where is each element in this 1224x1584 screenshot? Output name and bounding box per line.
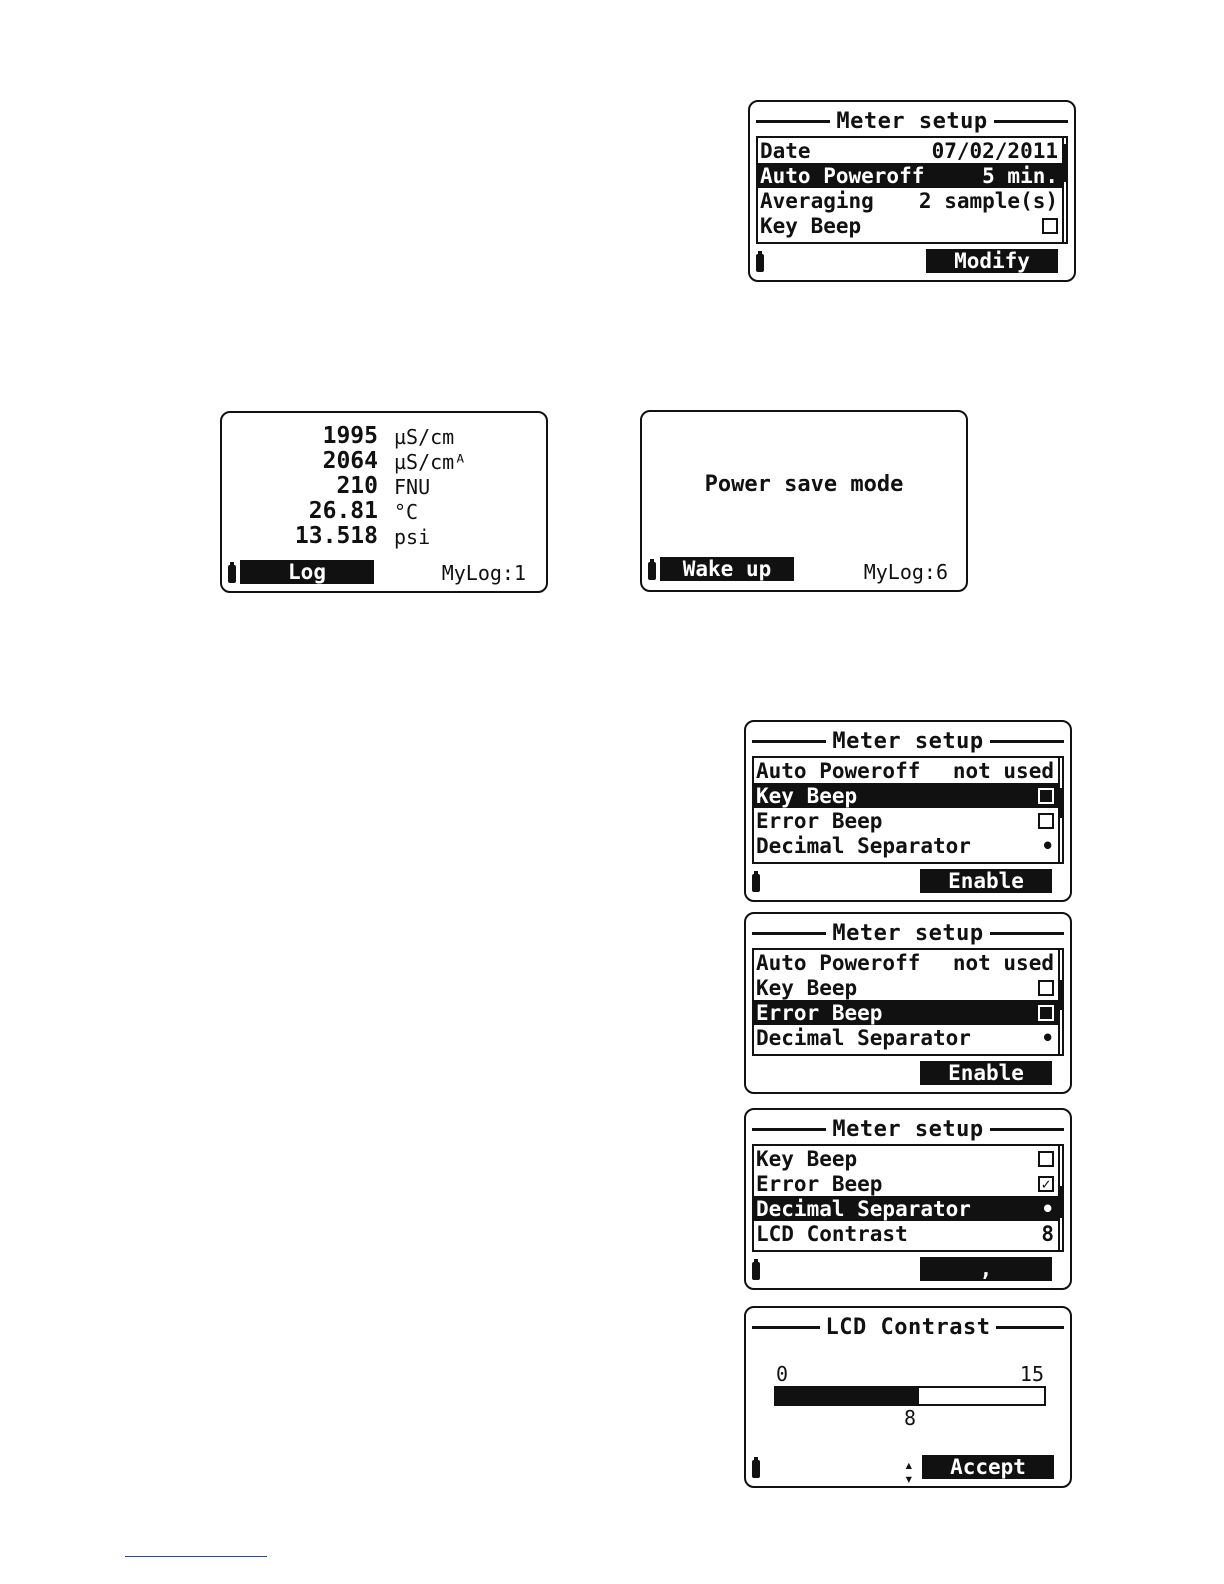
item-label: Key Beep: [756, 783, 858, 808]
measurement-unit: psi: [394, 525, 431, 549]
measurement-unit: FNU: [394, 475, 431, 499]
item-label: Decimal Separator: [756, 1196, 971, 1221]
measurement-row: [222, 523, 546, 548]
power-save-screen: [640, 410, 968, 592]
wake-up-button[interactable]: Wake up: [660, 557, 794, 581]
settings-menu: [752, 756, 1058, 864]
item-label: Auto Poweroff: [756, 950, 921, 975]
measurement-row: [222, 423, 546, 448]
measurement-value: 210: [336, 473, 378, 499]
comma-button[interactable]: ,: [920, 1257, 1052, 1281]
measurement-screen: [220, 411, 548, 593]
menu-item-decimal-separator[interactable]: [754, 1196, 1058, 1221]
item-label: Error Beep: [756, 1000, 883, 1025]
meter-setup-screen-4: [744, 1108, 1072, 1290]
item-value: 07/02/2011: [931, 138, 1058, 163]
checkmark-icon[interactable]: ✓: [1038, 1176, 1054, 1192]
accept-button[interactable]: Accept: [922, 1455, 1054, 1479]
settings-menu: [752, 948, 1058, 1056]
lcd-contrast-screen: [744, 1306, 1072, 1488]
menu-item-error-beep[interactable]: [754, 1171, 1058, 1196]
menu-item-error-beep[interactable]: [754, 1000, 1058, 1025]
scrollbar[interactable]: [1058, 756, 1064, 864]
menu-item-key-beep[interactable]: [758, 213, 1062, 238]
menu-item-auto-poweroff[interactable]: [758, 163, 1062, 188]
item-label: Date: [760, 138, 811, 163]
settings-menu: [756, 136, 1062, 244]
checkbox-icon[interactable]: [1038, 980, 1054, 996]
meter-setup-screen-2: [744, 720, 1072, 902]
screen-title: [752, 1116, 1064, 1142]
screen-title: [752, 728, 1064, 754]
log-button[interactable]: Log: [240, 560, 374, 584]
settings-menu: [752, 1144, 1058, 1252]
link-underline: [125, 1556, 267, 1557]
screen-title: [752, 1314, 1064, 1340]
title-text: Meter setup: [832, 920, 984, 946]
item-label: Key Beep: [756, 1146, 858, 1171]
measurement-unit: °C: [394, 500, 419, 524]
contrast-min-label: 0: [776, 1362, 789, 1386]
item-label: Key Beep: [756, 975, 858, 1000]
menu-item-key-beep[interactable]: [754, 783, 1058, 808]
battery-icon: [228, 565, 236, 583]
item-label: Auto Poweroff: [756, 758, 921, 783]
measurement-unit: µS/cm: [394, 425, 455, 449]
measurement-unit: µS/cmᴬ: [394, 450, 467, 474]
screen-title: [752, 920, 1064, 946]
contrast-bar-fill: [776, 1388, 919, 1404]
item-value: not used: [952, 758, 1054, 783]
battery-icon: [752, 1262, 760, 1280]
screen-title: [756, 108, 1068, 134]
checkbox-icon[interactable]: [1038, 813, 1054, 829]
title-text: Meter setup: [836, 108, 988, 134]
battery-icon: [752, 874, 760, 892]
power-save-message: Power save mode: [704, 472, 904, 497]
menu-item-date[interactable]: [758, 138, 1062, 163]
scrollbar[interactable]: [1058, 1144, 1064, 1252]
up-down-arrow-icon: ▴ ▾: [904, 1455, 914, 1488]
title-text: LCD Contrast: [825, 1314, 991, 1340]
item-label: Auto Poweroff: [760, 163, 925, 188]
meter-setup-screen-3: [744, 912, 1072, 1094]
scroll-thumb[interactable]: [1060, 788, 1062, 818]
scrollbar[interactable]: [1062, 136, 1068, 244]
battery-icon: [752, 1460, 760, 1478]
menu-item-auto-poweroff[interactable]: [754, 758, 1058, 783]
measurement-row: [222, 448, 546, 473]
item-label: Decimal Separator: [756, 833, 971, 858]
enable-button[interactable]: Enable: [920, 1061, 1052, 1085]
item-value: 2 sample(s): [918, 188, 1058, 213]
measurement-value: 26.81: [308, 498, 378, 524]
contrast-max-label: 15: [1019, 1362, 1044, 1386]
menu-item-error-beep[interactable]: [754, 808, 1058, 833]
item-value: •: [1041, 1025, 1054, 1050]
measurement-row: [222, 473, 546, 498]
item-label: Error Beep: [756, 808, 883, 833]
measurement-value: 1995: [322, 423, 378, 449]
checkbox-icon[interactable]: [1038, 1005, 1054, 1021]
item-value: 5 min.: [982, 163, 1058, 188]
scroll-thumb[interactable]: [1060, 980, 1062, 1010]
item-label: Key Beep: [760, 213, 862, 238]
contrast-value-label: 8: [904, 1406, 917, 1430]
checkbox-icon[interactable]: [1042, 218, 1058, 234]
menu-item-averaging[interactable]: [758, 188, 1062, 213]
menu-item-decimal-separator[interactable]: [754, 833, 1058, 858]
menu-item-lcd-contrast[interactable]: [754, 1221, 1058, 1246]
item-label: LCD Contrast: [756, 1221, 908, 1246]
item-label: Averaging: [760, 188, 874, 213]
item-value: •: [1041, 1196, 1054, 1221]
menu-item-key-beep[interactable]: [754, 1146, 1058, 1171]
item-value: 8: [1041, 1221, 1054, 1246]
measurement-value: 13.518: [294, 523, 378, 549]
log-counter: MyLog:1: [441, 561, 526, 585]
item-value: not used: [952, 950, 1054, 975]
menu-item-decimal-separator[interactable]: [754, 1025, 1058, 1050]
scroll-thumb[interactable]: [1064, 144, 1066, 182]
measurement-list: [222, 423, 546, 548]
battery-icon: [756, 254, 764, 272]
battery-icon: [648, 562, 656, 580]
menu-item-auto-poweroff[interactable]: [754, 950, 1058, 975]
measurement-row: [222, 498, 546, 523]
checkbox-icon[interactable]: [1038, 788, 1054, 804]
modify-button[interactable]: Modify: [926, 249, 1058, 273]
item-value: •: [1041, 833, 1054, 858]
title-text: Meter setup: [832, 1116, 984, 1142]
meter-setup-screen-1: [748, 100, 1076, 282]
item-label: Error Beep: [756, 1171, 883, 1196]
item-label: Decimal Separator: [756, 1025, 971, 1050]
scrollbar[interactable]: [1058, 948, 1064, 1056]
scroll-thumb[interactable]: [1060, 1186, 1062, 1218]
checkbox-icon[interactable]: [1038, 1151, 1054, 1167]
menu-item-key-beep[interactable]: [754, 975, 1058, 1000]
contrast-bar[interactable]: [774, 1386, 1046, 1406]
title-text: Meter setup: [832, 728, 984, 754]
enable-button[interactable]: Enable: [920, 869, 1052, 893]
log-counter: MyLog:6: [863, 560, 948, 584]
measurement-value: 2064: [322, 448, 378, 474]
